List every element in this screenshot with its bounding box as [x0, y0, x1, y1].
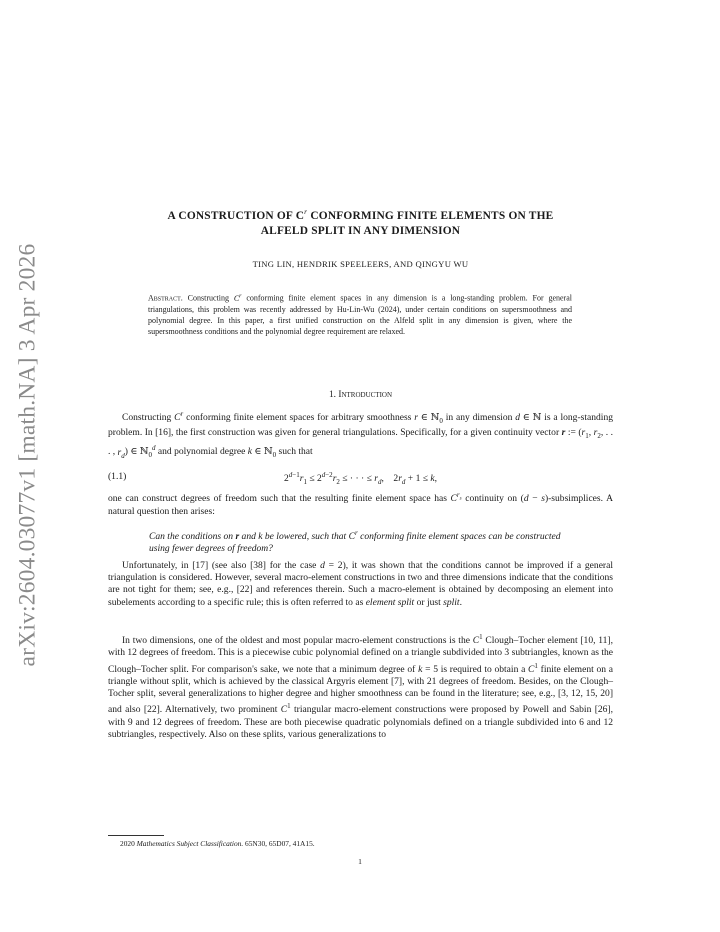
abstract-text: Constructing $C^r$ conforming finite element spaces in any dimension is a long-standing problem. For general triangulations, this problem was recently addressed by Hu-Lin-Wu (2024), under certain conditions on supersmoothness and polynomial degree. In this paper, a first unified construction on the Alfeld split in any dimension is given, where the supersmoothness conditions and the polynomial degree requirement are relaxed.	[148, 293, 572, 337]
abstract	[148, 291, 572, 337]
page-number: 1	[358, 857, 362, 866]
title-line-1: A CONSTRUCTION OF $C^r$ CONFORMING FINITE ELEMENTS ON THE	[167, 207, 554, 222]
paragraph-3: Unfortunately, in [17] (see also [38] for the case d = 2), it was shown that the conditions cannot be improved if a general triangulation is considered. However, several macro-element constructions in two and three dimensions indicate that the conditions are not tight for them; see, e.g., [22] and references therein. Such a macro-element is obtained by decomposing an element into subelements according to a specific rule; this is often referred to as element split or just split.	[108, 560, 613, 608]
footnote-msc: 2020 Mathematics Subject Classification. 65N30, 65D07, 41A15.	[120, 839, 315, 848]
section-number: 1.	[328, 390, 336, 400]
equation-body: $2^{d-1}r_1 \le 2^{d-2}r_2$ ≤ · · · ≤ $r_d$, $2r_d + 1 \le k$,	[283, 471, 437, 487]
equation-number: (1.1)	[108, 471, 127, 482]
paragraph-4: In two dimensions, one of the oldest and most popular macro-element constructions is the $C^1$ Clough–Tocher element [10, 11], with 12 degrees of freedom. This is a piecewise cubic polynomial defined on a triangle subdivided into 3 subtriangles, known as the Clough–Tocher split. For comparison's sake, we note that a minimum degree of k = 5 is required to obtain a $C^1$ finite element on a triangle without split, which is achieved by the classical Argyris element [7], with 21 degrees of freedom. Besides, on the Clough–Tocher split, several generalizations to higher degree and higher smoothness can be found in the literature; see, e.g., [3, 12, 15, 20] and also [22]. Alternatively, two prominent $C^1$ triangular macro-element constructions were proposed by Powell and Sabin [26], with 9 and 12 degrees of freedom. These are both piecewise quadratic polynomials defined on a triangle subdivided into 6 and 12 subtriangles, respectively. Also on these splits, various generalizations to	[108, 633, 613, 740]
research-question: Can the conditions on r and k be lowered, such that $C^r$ conforming finite element spaces can be constructed using fewer degrees of freedom?	[149, 529, 561, 555]
footnote-rule	[108, 835, 164, 836]
arxiv-id-text: arXiv:2604.03077v1 [math.NA] 3 Apr 2026	[14, 243, 41, 667]
paragraph-2: one can construct degrees of freedom such that the resulting finite element space has $C^{r_s}$ continuity on (d − s)-subsimplices. A natural question then arises:	[108, 491, 613, 517]
author-list: TING LIN, HENDRIK SPEELEERS, AND QINGYU WU	[252, 259, 469, 269]
paragraph-1: Constructing $C^r$ conforming finite element spaces for arbitrary smoothness r ∈ ℕ$_0$ in any dimension d ∈ ℕ is a long-standing problem. In [16], the first construction was given for general triangulations. Specifically, for a given continuity vector r := ($r_1$, $r_2$, . . . , $r_d$) ∈ ℕ$_0^d$ and polynomial degree k ∈ ℕ$_0$ such that	[108, 410, 613, 460]
equation-1-1	[108, 471, 613, 485]
section-title: Introduction	[338, 390, 393, 400]
title-line-2: ALFELD SPLIT IN ANY DIMENSION	[260, 224, 461, 237]
abstract-label: Abstract.	[148, 293, 183, 303]
paper-title	[108, 204, 613, 239]
arxiv-sidebar-stamp	[6, 243, 50, 667]
section-heading	[108, 390, 613, 400]
